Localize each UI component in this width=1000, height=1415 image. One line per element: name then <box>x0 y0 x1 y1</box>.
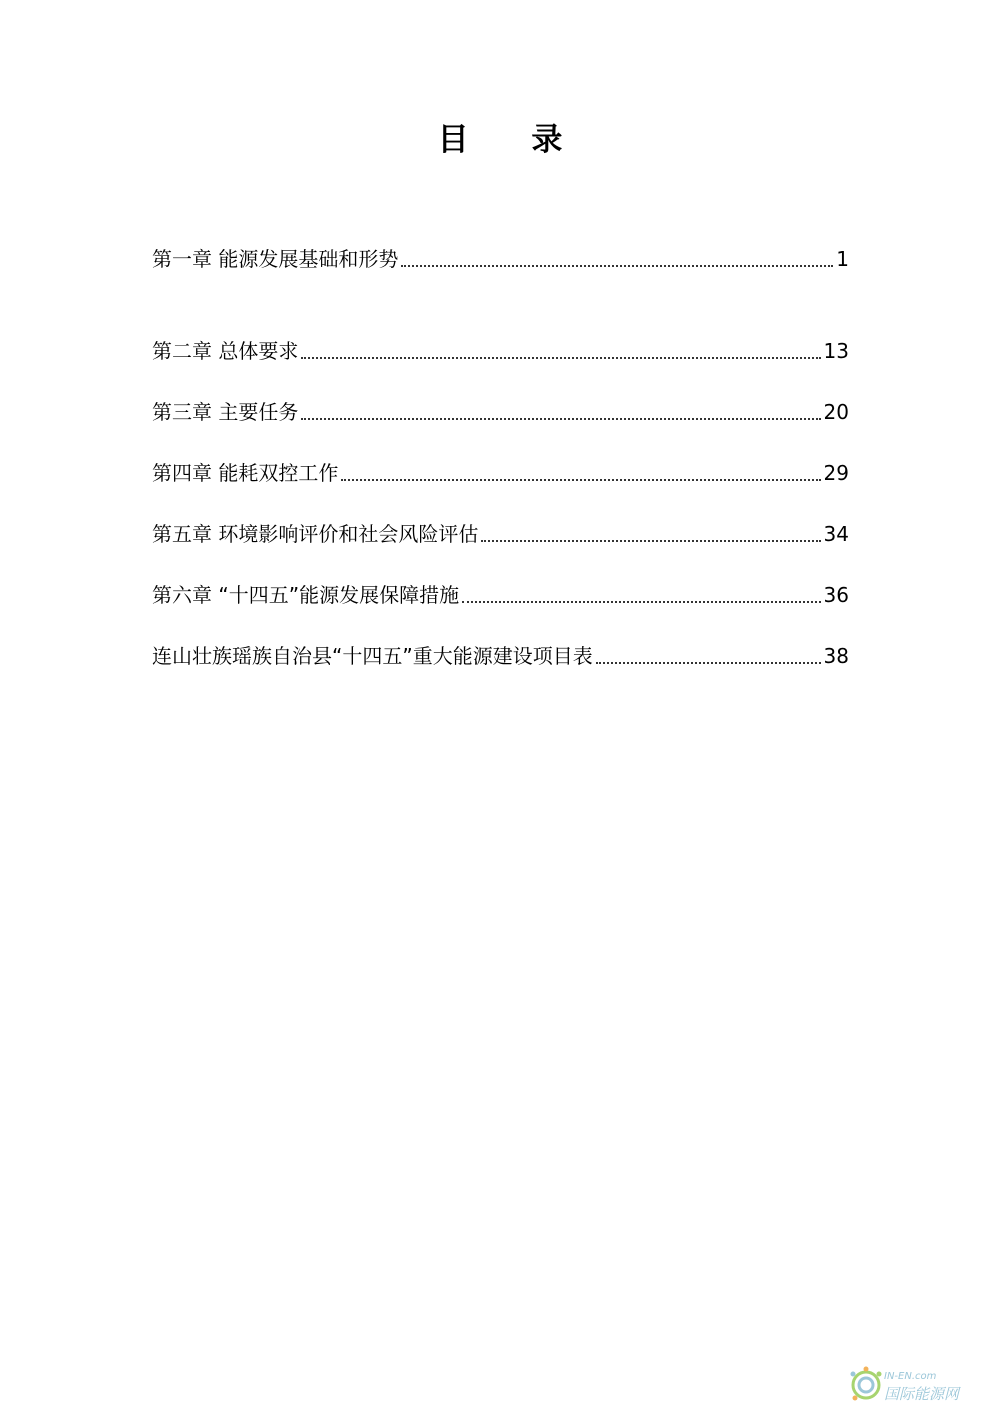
watermark-domain: IN-EN.com <box>884 1371 937 1382</box>
toc-entry-label: 连山壮族瑶族自治县“十四五”重大能源建设项目表 <box>152 644 593 668</box>
dot-leader <box>341 478 820 481</box>
toc-entry-chapter-6[interactable] <box>152 549 849 610</box>
toc-entry-label: 第一章 能源发展基础和形势 <box>152 247 399 271</box>
toc-page-number: 29 <box>823 461 849 485</box>
sun-flower-icon <box>851 1367 882 1401</box>
toc-entry-chapter-3[interactable] <box>152 366 849 427</box>
toc-entry-label: 第四章 能耗双控工作 <box>152 461 339 485</box>
dot-leader <box>301 356 820 359</box>
toc-page-number: 20 <box>823 400 849 424</box>
toc-page-number: 34 <box>823 522 849 546</box>
page-title: 目 录 <box>437 122 589 158</box>
toc-page-number: 36 <box>823 583 849 607</box>
watermark-logo <box>846 1359 986 1407</box>
toc-page-number: 13 <box>823 339 849 363</box>
dot-leader <box>596 661 821 664</box>
toc-entry-chapter-1[interactable] <box>152 244 849 274</box>
toc-entry-label: 第五章 环境影响评价和社会风险评估 <box>152 522 479 546</box>
toc-page-number: 38 <box>823 644 849 668</box>
dot-leader <box>481 539 820 542</box>
table-of-contents <box>152 244 849 671</box>
toc-entry-chapter-2[interactable] <box>152 305 849 366</box>
dot-leader <box>401 264 833 267</box>
dot-leader <box>301 417 820 420</box>
dot-leader <box>462 600 820 603</box>
toc-page-number: 1 <box>836 247 849 271</box>
toc-entry-chapter-5[interactable] <box>152 488 849 549</box>
toc-entry-label: 第二章 总体要求 <box>152 339 299 363</box>
watermark-name: 国际能源网 <box>884 1385 960 1403</box>
toc-entry-chapter-4[interactable] <box>152 427 849 488</box>
toc-entry-project-table[interactable] <box>152 610 849 671</box>
toc-entry-label: 第六章 “十四五”能源发展保障措施 <box>152 583 460 607</box>
toc-entry-label: 第三章 主要任务 <box>152 400 299 424</box>
